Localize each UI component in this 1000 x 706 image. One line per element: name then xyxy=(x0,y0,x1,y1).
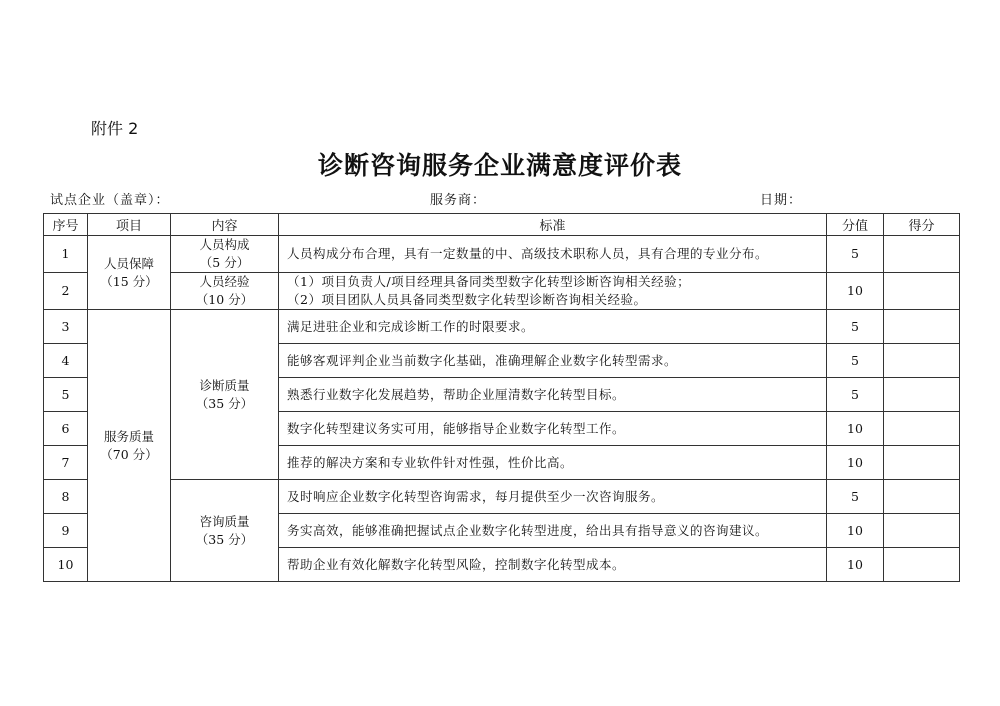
attachment-label: 附件 2 xyxy=(91,119,139,138)
criteria-text: 推荐的解决方案和专业软件针对性强，性价比高。 xyxy=(287,454,574,470)
seq-cell: 1 xyxy=(44,236,88,273)
criteria-cell xyxy=(279,548,827,582)
content-diagnosis xyxy=(171,310,279,480)
date-label: 日期： xyxy=(760,193,803,208)
criteria-cell xyxy=(279,273,827,310)
group-points: （15 分） xyxy=(100,273,158,289)
content-composition xyxy=(171,236,279,273)
criteria-cell xyxy=(279,344,827,378)
header-item: 项目 xyxy=(88,214,171,236)
criteria-cell xyxy=(279,446,827,480)
earned-score-cell[interactable] xyxy=(884,548,960,582)
score-cell: 10 xyxy=(827,446,884,480)
criteria-text: （2）项目团队人员具备同类型数字化转型诊断咨询相关经验。 xyxy=(287,292,647,307)
table-row xyxy=(44,310,960,344)
seq-cell: 2 xyxy=(44,273,88,310)
table-row xyxy=(44,236,960,273)
table-row xyxy=(44,273,960,310)
header-earned: 得分 xyxy=(884,214,960,236)
content-name: 诊断质量 xyxy=(199,377,250,393)
earned-score-cell[interactable] xyxy=(884,480,960,514)
criteria-text: 及时响应企业数字化转型咨询需求，每月提供至少一次咨询服务。 xyxy=(287,488,665,504)
content-name: 咨询质量 xyxy=(199,513,250,529)
document-title: 诊断咨询服务企业满意度评价表 xyxy=(317,151,682,180)
criteria-text: 能够客观评判企业当前数字化基础，准确理解企业数字化转型需求。 xyxy=(287,352,678,368)
table-row xyxy=(44,480,960,514)
criteria-cell xyxy=(279,412,827,446)
content-experience xyxy=(171,273,279,310)
earned-score-cell[interactable] xyxy=(884,378,960,412)
content-consulting xyxy=(171,480,279,582)
score-cell: 10 xyxy=(827,548,884,582)
earned-score-cell[interactable] xyxy=(884,310,960,344)
criteria-cell xyxy=(279,480,827,514)
score-cell: 10 xyxy=(827,514,884,548)
criteria-text: （1）项目负责人/项目经理具备同类型数字化转型诊断咨询相关经验； xyxy=(287,274,691,289)
service-provider-label: 服务商： xyxy=(430,193,487,208)
table-header-row xyxy=(44,214,960,236)
content-points: （10 分） xyxy=(195,292,254,307)
content-name: 人员构成 xyxy=(199,237,250,252)
header-score: 分值 xyxy=(827,214,884,236)
header-content: 内容 xyxy=(171,214,279,236)
group-service xyxy=(88,310,171,582)
earned-score-cell[interactable] xyxy=(884,412,960,446)
content-points: （35 分） xyxy=(195,531,254,547)
criteria-cell xyxy=(279,514,827,548)
earned-score-cell[interactable] xyxy=(884,273,960,310)
score-cell: 5 xyxy=(827,344,884,378)
seq-cell: 9 xyxy=(44,514,88,548)
score-cell: 5 xyxy=(827,480,884,514)
seq-cell: 7 xyxy=(44,446,88,480)
score-cell: 5 xyxy=(827,378,884,412)
group-name: 人员保障 xyxy=(103,255,154,271)
seq-cell: 6 xyxy=(44,412,88,446)
criteria-text: 人员构成分布合理，具有一定数量的中、高级技术职称人员，具有合理的专业分布。 xyxy=(287,246,769,261)
criteria-cell xyxy=(279,378,827,412)
score-cell: 5 xyxy=(827,236,884,273)
group-name: 服务质量 xyxy=(103,428,154,444)
seq-cell: 8 xyxy=(44,480,88,514)
criteria-cell xyxy=(279,310,827,344)
criteria-text: 熟悉行业数字化发展趋势，帮助企业厘清数字化转型目标。 xyxy=(287,386,626,402)
score-cell: 10 xyxy=(827,273,884,310)
seq-cell: 3 xyxy=(44,310,88,344)
seq-cell: 10 xyxy=(44,548,88,582)
criteria-text: 帮助企业有效化解数字化转型风险，控制数字化转型成本。 xyxy=(287,556,626,572)
seq-cell: 5 xyxy=(44,378,88,412)
header-seq: 序号 xyxy=(44,214,88,236)
earned-score-cell[interactable] xyxy=(884,236,960,273)
earned-score-cell[interactable] xyxy=(884,514,960,548)
evaluation-table xyxy=(43,213,960,582)
pilot-company-label: 试点企业（盖章）： xyxy=(50,193,170,208)
score-cell: 10 xyxy=(827,412,884,446)
group-points: （70 分） xyxy=(100,446,158,462)
content-name: 人员经验 xyxy=(199,274,250,289)
criteria-text: 务实高效，能够准确把握试点企业数字化转型进度，给出具有指导意义的咨询建议。 xyxy=(287,522,769,538)
content-points: （5 分） xyxy=(199,255,250,270)
earned-score-cell[interactable] xyxy=(884,446,960,480)
criteria-cell xyxy=(279,236,827,273)
group-personnel xyxy=(88,236,171,310)
earned-score-cell[interactable] xyxy=(884,344,960,378)
criteria-text: 满足进驻企业和完成诊断工作的时限要求。 xyxy=(287,318,535,334)
seq-cell: 4 xyxy=(44,344,88,378)
content-points: （35 分） xyxy=(195,395,254,411)
score-cell: 5 xyxy=(827,310,884,344)
header-criteria: 标准 xyxy=(279,214,827,236)
criteria-text: 数字化转型建议务实可用，能够指导企业数字化转型工作。 xyxy=(287,420,626,436)
